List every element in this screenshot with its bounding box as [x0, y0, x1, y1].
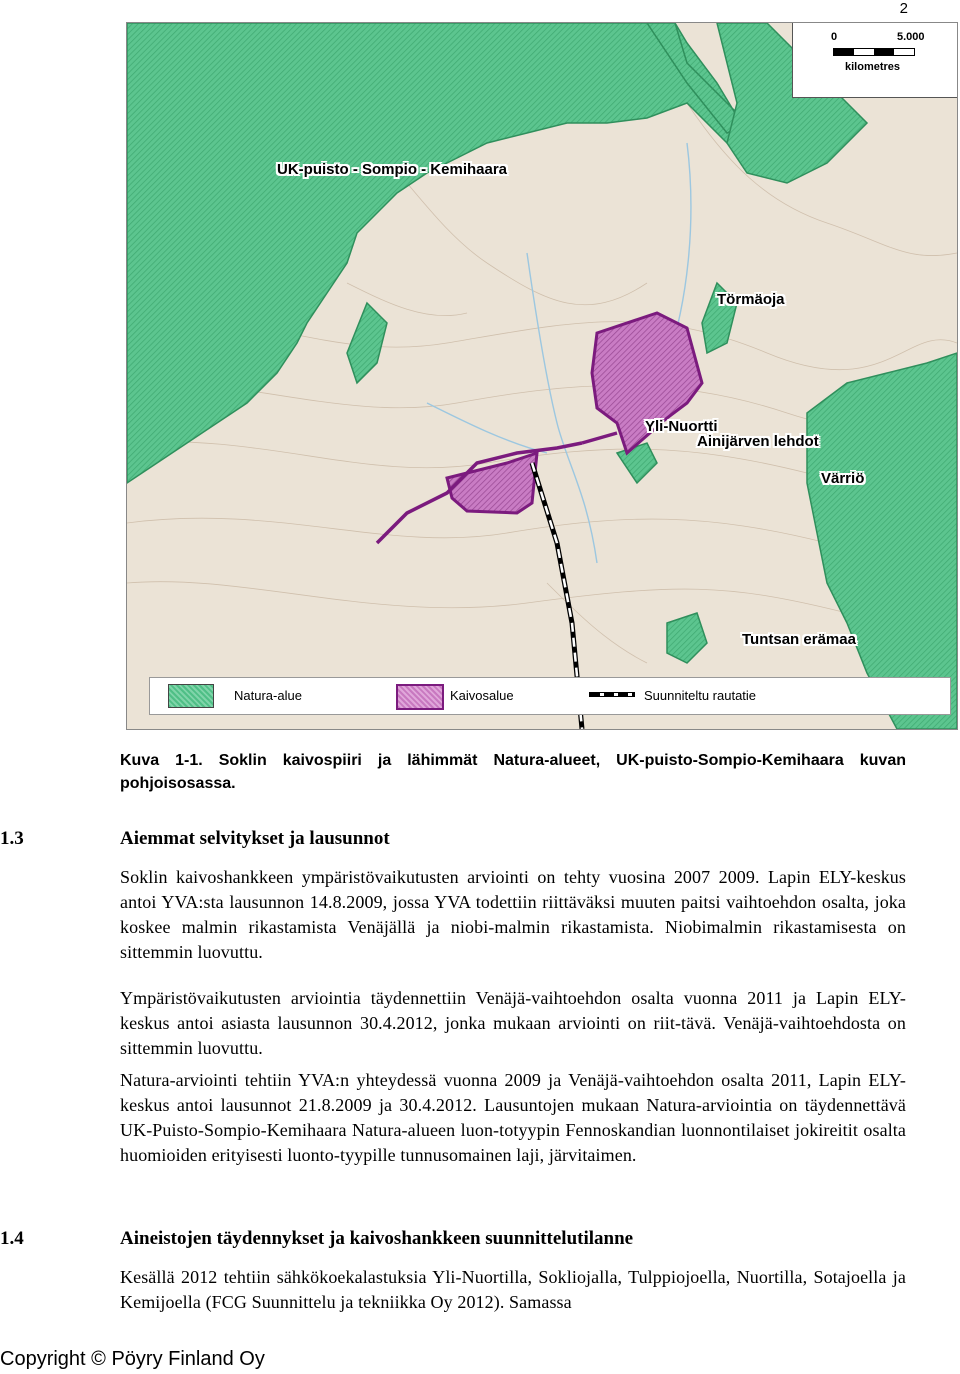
map-label-tormaoja: Törmäoja [717, 291, 785, 308]
map-figure [126, 22, 958, 730]
scale-bar-graphic [833, 48, 915, 56]
map-label-ainijarven-lehdot: Ainijärven lehdot [697, 433, 819, 450]
legend-natura-swatch [168, 684, 214, 708]
section-1-4-number: 1.4 [0, 1228, 24, 1249]
section-1-3-paragraph-2: Ympäristövaikutusten arviointia täydennettiin Venäjä-vaihtoehdon osalta vuonna 2011 ja Lapin ELY-keskus antoi asiasta lausunnon 30.4.2012, jonka mukaan arviointi on riit-tävä. Venäjä-vaihtoehdosta on sittemmin luovuttu. [120, 988, 906, 1058]
section-1-3-paragraph-1: Soklin kaivoshankkeen ympäristövaikutusten arviointi on tehty vuosina 2007 2009. Lapin ELY-keskus antoi YVA:sta lausunnon 14.8.2009, jossa YVA todettiin riittäväksi muuten paitsi vaihtoehdon osalta, joka koskee malmin rikastamista Venäjällä ja niobi-malmin rikastamista. Niobimalmin rikastamisesta on sittemmin luovuttu. [120, 867, 906, 962]
footer-copyright: Copyright © Pöyry Finland Oy [0, 1348, 265, 1370]
map-graphic [127, 23, 957, 729]
scale-unit: kilometres [845, 61, 901, 73]
legend-kaivos-label: Kaivosalue [450, 688, 514, 703]
scale-bar [792, 23, 957, 98]
map-label-tuntsan-eramaa: Tuntsan erämaa [742, 631, 856, 648]
legend-kaivos-swatch [396, 684, 444, 710]
page-number: 2 [899, 0, 908, 17]
section-1-3-number: 1.3 [0, 828, 24, 849]
map-label-uk-puisto: UK-puisto - Sompio - Kemihaara [277, 161, 508, 178]
scale-start: 0 [831, 31, 838, 43]
section-1-4-title: Aineistojen täydennykset ja kaivoshankkeen suunnittelutilanne [120, 1228, 634, 1249]
legend-natura-label: Natura-alue [234, 688, 302, 703]
legend-rail-label: Suunniteltu rautatie [644, 688, 757, 703]
section-1-3-paragraph-3: Natura-arviointi tehtiin YVA:n yhteydessä vuonna 2009 ja Venäjä-vaihtoehdon osalta 2011, Lapin ELY-keskus antoi lausunnot 21.8.2009 ja 30.4.2012. Lausuntojen mukaan Natura-arviointia on täydennettävä UK-Puisto-Sompio-Kemihaara Natura-alueen luon-totyypin Fennoskandian luonnontilaiset jokireitit osalta huomioiden erityisesti luonto-tyypille tunnusomainen laji, järvitaimen. [120, 1070, 906, 1165]
legend-rail-swatch [590, 693, 634, 696]
map-label-varrio: Värriö [821, 470, 865, 487]
section-1-4-paragraph: Kesällä 2012 tehtiin sähkökoekalastuksia Yli-Nuortilla, Sokliojalla, Tulppiojoella, Nuortilla, Sotajoella ja Kemijoella (FCG Suunnittelu ja tekniikka Oy 2012). Samassa [120, 1267, 906, 1312]
scale-end: 5.000 [897, 31, 925, 43]
map-legend [149, 677, 951, 715]
section-1-3-title: Aiemmat selvitykset ja lausunnot [120, 828, 390, 849]
figure-caption: Kuva 1-1. Soklin kaivospiiri ja lähimmät Natura-alueet, UK-puisto-Sompio-Kemihaara kuvan pohjoisosassa. [120, 752, 906, 792]
map-label-yli-nuortti: Yli-Nuortti [645, 418, 718, 435]
